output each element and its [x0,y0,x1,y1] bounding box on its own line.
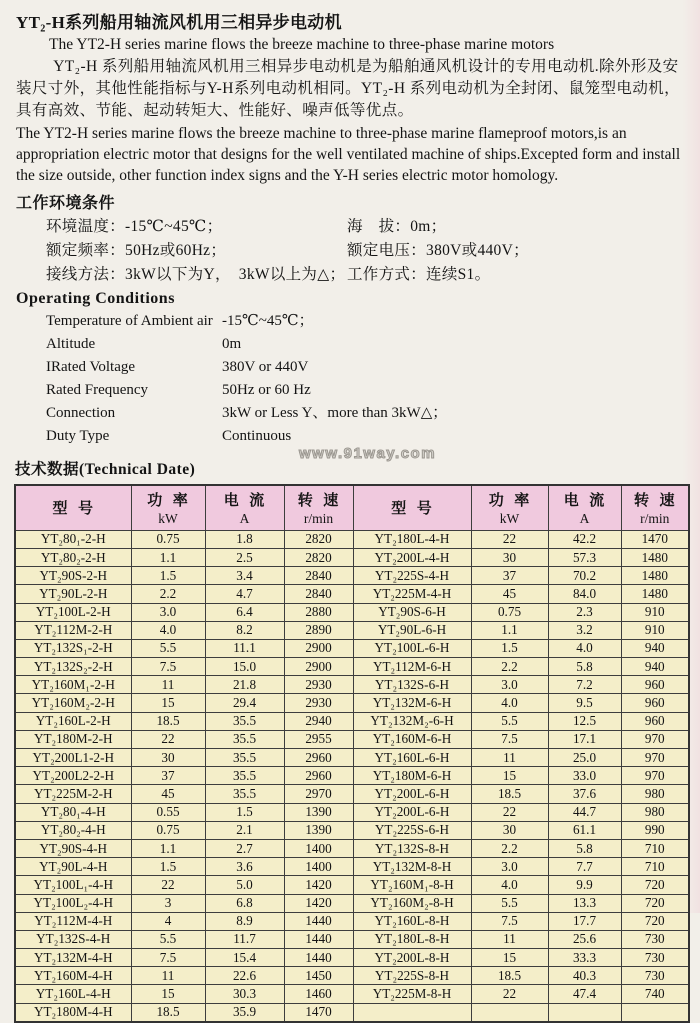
value-cell: 15 [471,767,548,785]
model-cell: YT₂200L-8-H [353,949,471,967]
operating-condition-value: 380V or 440V [222,358,309,375]
value-cell: 730 [621,967,689,985]
condition-value: 50Hz或60Hz； [125,241,227,259]
watermark: www.91way.com [299,445,437,462]
model-cell [353,1003,471,1022]
value-cell: 1.8 [205,530,284,548]
table-row [15,730,689,748]
value-cell: 11 [131,676,205,694]
table-row [15,694,689,712]
operating-condition-row [15,402,690,425]
value-cell: 2.3 [548,603,621,621]
value-cell: 35.5 [205,730,284,748]
value-cell: 35.5 [205,712,284,730]
value-cell: 1.1 [471,621,548,639]
value-cell: 40.3 [548,967,621,985]
value-cell: 1.5 [131,567,205,585]
table-row [15,749,689,767]
table-row [15,967,689,985]
model-cell: YT₂160L-4-H [15,985,131,1003]
table-row [15,839,689,857]
value-cell: 910 [621,603,689,621]
value-cell: 0.75 [131,821,205,839]
value-cell: 15 [131,985,205,1003]
model-cell: YT₂200L-6-H [353,785,471,803]
value-cell: 1480 [621,567,689,585]
value-cell: 18.5 [471,967,548,985]
model-cell: YT₂160M₁-8-H [353,876,471,894]
model-cell: YT₂180L-8-H [353,930,471,948]
model-cell: YT₂160L-6-H [353,749,471,767]
value-cell: 1.5 [131,858,205,876]
condition-value: -15℃~45℃； [125,217,223,235]
value-cell: 2970 [284,785,353,803]
value-cell: 5.8 [548,839,621,857]
value-cell: 11 [471,749,548,767]
table-row [15,603,689,621]
table-row [15,585,689,603]
value-cell: 84.0 [548,585,621,603]
value-cell: 30.3 [205,985,284,1003]
value-cell: 11 [471,930,548,948]
condition-row [15,239,690,263]
table-row [15,767,689,785]
value-cell: 720 [621,912,689,930]
col-header-power: 功 率 kW [471,485,548,531]
value-cell: 35.9 [205,1003,284,1022]
value-cell: 7.2 [548,676,621,694]
value-cell: 21.8 [205,676,284,694]
condition-label: 海 拔： [347,217,411,235]
value-cell: 70.2 [548,567,621,585]
col-header-current: 电 流 A [548,485,621,531]
table-row [15,985,689,1003]
value-cell: 1420 [284,876,353,894]
value-cell: 61.1 [548,821,621,839]
value-cell [621,1003,689,1022]
value-cell: 22 [131,730,205,748]
value-cell: 2960 [284,767,353,785]
value-cell: 1440 [284,912,353,930]
value-cell: 7.5 [471,730,548,748]
table-row [15,1003,689,1022]
value-cell [548,1003,621,1022]
value-cell: 1440 [284,949,353,967]
value-cell: 2900 [284,658,353,676]
value-cell: 960 [621,712,689,730]
value-cell: 9.9 [548,876,621,894]
table-row [15,548,689,566]
table-row [15,785,689,803]
value-cell: 15 [131,694,205,712]
value-cell: 970 [621,749,689,767]
value-cell: 5.5 [131,639,205,657]
value-cell: 2940 [284,712,353,730]
technical-data-heading: 技术数据(Technical Date) [15,460,196,478]
value-cell: 6.8 [205,894,284,912]
value-cell: 2890 [284,621,353,639]
model-cell: YT₂132M-4-H [15,949,131,967]
value-cell: 1390 [284,821,353,839]
model-cell: YT₂225M-2-H [15,785,131,803]
col-header-current: 电 流 A [205,485,284,531]
model-cell: YT₂180L-4-H [353,530,471,548]
model-cell: YT₂225S-8-H [353,967,471,985]
operating-condition-row [15,379,690,402]
page-title: YT₂-H系列船用轴流风机用三相异步电动机 [16,13,342,32]
value-cell: 730 [621,949,689,967]
value-cell: 4.0 [131,621,205,639]
model-cell: YT₂160M₁-2-H [15,676,131,694]
condition-label: 接线方法： [46,265,126,283]
value-cell: 15.0 [205,658,284,676]
col-header-model: 型 号 [15,485,131,531]
value-cell: 0.75 [131,530,205,548]
operating-condition-label: Connection [46,404,116,421]
model-cell: YT₂132S-8-H [353,839,471,857]
table-row [15,803,689,821]
model-cell: YT₂160M₂-8-H [353,894,471,912]
value-cell: 47.4 [548,985,621,1003]
value-cell: 2930 [284,676,353,694]
value-cell: 4 [131,912,205,930]
model-cell: YT₂200L-6-H [353,803,471,821]
model-cell: YT₂160L-8-H [353,912,471,930]
value-cell: 11 [131,967,205,985]
value-cell: 37 [131,767,205,785]
value-cell: 1400 [284,839,353,857]
value-cell: 5.5 [471,712,548,730]
operating-condition-value: 3kW or Less Y、more than 3kW△； [222,404,448,421]
model-cell: YT₂225M-4-H [353,585,471,603]
value-cell: 13.3 [548,894,621,912]
value-cell: 11.1 [205,639,284,657]
value-cell: 3.0 [471,676,548,694]
page-subtitle-en: The YT2-H series marine flows the breeze machine to three-phase marine motors [49,36,555,53]
col-header-model: 型 号 [353,485,471,531]
value-cell: 5.0 [205,876,284,894]
table-row [15,858,689,876]
model-cell: YT₂80₂-2-H [15,548,131,566]
model-cell: YT₂100L₁-4-H [15,876,131,894]
value-cell: 980 [621,803,689,821]
value-cell: 0.75 [471,603,548,621]
value-cell: 3.6 [205,858,284,876]
operating-condition-label: IRated Voltage [46,358,136,375]
value-cell: 2.1 [205,821,284,839]
value-cell: 1.1 [131,548,205,566]
value-cell: 2960 [284,749,353,767]
model-cell: YT₂225S-4-H [353,567,471,585]
value-cell: 7.5 [131,658,205,676]
value-cell: 2820 [284,548,353,566]
model-cell: YT₂90L-2-H [15,585,131,603]
model-cell: YT₂80₁-2-H [15,530,131,548]
model-cell: YT₂112M-6-H [353,658,471,676]
value-cell: 37.6 [548,785,621,803]
model-cell: YT₂200L1-2-H [15,749,131,767]
value-cell: 990 [621,821,689,839]
table-row [15,930,689,948]
value-cell: 2.5 [205,548,284,566]
value-cell: 9.5 [548,694,621,712]
value-cell: 6.4 [205,603,284,621]
value-cell: 970 [621,730,689,748]
value-cell: 17.7 [548,912,621,930]
operating-condition-row [15,310,690,333]
value-cell: 8.2 [205,621,284,639]
condition-value: 3kW以下为Y， 3kW以上为△； [125,265,346,283]
value-cell: 1450 [284,967,353,985]
model-cell: YT₂200L-4-H [353,548,471,566]
value-cell: 3.4 [205,567,284,585]
value-cell: 1400 [284,858,353,876]
model-cell: YT₂132M-8-H [353,858,471,876]
condition-label: 工作方式： [347,265,427,283]
value-cell: 1.1 [131,839,205,857]
value-cell: 2.2 [131,585,205,603]
model-cell: YT₂225M-8-H [353,985,471,1003]
table-row [15,621,689,639]
value-cell: 7.5 [471,912,548,930]
value-cell: 3.2 [548,621,621,639]
value-cell: 22 [471,530,548,548]
model-cell: YT₂160M-6-H [353,730,471,748]
value-cell: 5.5 [471,894,548,912]
model-cell: YT₂90S-6-H [353,603,471,621]
model-cell: YT₂160M-4-H [15,967,131,985]
value-cell: 44.7 [548,803,621,821]
value-cell: 1440 [284,930,353,948]
model-cell: YT₂200L2-2-H [15,767,131,785]
value-cell: 22 [471,803,548,821]
operating-condition-row [15,425,690,448]
table-row [15,876,689,894]
value-cell: 35.5 [205,749,284,767]
value-cell: 2840 [284,567,353,585]
model-cell: YT₂80₂-4-H [15,821,131,839]
value-cell: 2.7 [205,839,284,857]
value-cell: 1470 [621,530,689,548]
value-cell: 37 [471,567,548,585]
model-cell: YT₂132M-6-H [353,694,471,712]
value-cell: 2840 [284,585,353,603]
value-cell: 980 [621,785,689,803]
condition-label: 环境温度： [46,217,126,235]
value-cell: 30 [471,821,548,839]
value-cell: 3.0 [131,603,205,621]
operating-condition-value: -15℃~45℃； [222,312,314,329]
table-row [15,949,689,967]
value-cell: 22.6 [205,967,284,985]
value-cell: 2955 [284,730,353,748]
value-cell: 1470 [284,1003,353,1022]
value-cell: 35.5 [205,767,284,785]
model-cell: YT₂90L-4-H [15,858,131,876]
operating-condition-value: 50Hz or 60 Hz [222,381,311,398]
condition-label: 额定电压： [347,241,427,259]
operating-condition-label: Rated Frequency [46,381,149,398]
model-cell: YT₂180M-2-H [15,730,131,748]
value-cell: 710 [621,839,689,857]
value-cell: 710 [621,858,689,876]
value-cell: 1480 [621,585,689,603]
value-cell: 2.2 [471,839,548,857]
condition-row [15,263,690,287]
technical-data-table [14,484,690,1023]
value-cell: 5.8 [548,658,621,676]
value-cell: 5.5 [131,930,205,948]
value-cell: 2900 [284,639,353,657]
value-cell: 30 [131,749,205,767]
condition-value: 连续S1。 [426,265,491,283]
value-cell: 730 [621,930,689,948]
model-cell: YT₂100L₂-4-H [15,894,131,912]
value-cell: 2.2 [471,658,548,676]
model-cell: YT₂132M₂-6-H [353,712,471,730]
model-cell: YT₂100L-2-H [15,603,131,621]
value-cell: 25.0 [548,749,621,767]
value-cell: 2880 [284,603,353,621]
value-cell: 4.0 [548,639,621,657]
col-header-speed: 转 速 r/min [284,485,353,531]
value-cell: 22 [131,876,205,894]
table-row [15,530,689,548]
value-cell: 2820 [284,530,353,548]
value-cell: 12.5 [548,712,621,730]
model-cell: YT₂160L-2-H [15,712,131,730]
value-cell: 33.3 [548,949,621,967]
table-row [15,912,689,930]
condition-label: 额定频率： [46,241,126,259]
operating-conditions-heading: Operating Conditions [16,289,175,307]
value-cell: 3 [131,894,205,912]
table-header-row [15,485,689,531]
model-cell: YT₂80₁-4-H [15,803,131,821]
value-cell: 740 [621,985,689,1003]
model-cell: YT₂160M₂-2-H [15,694,131,712]
table-row [15,639,689,657]
model-cell: YT₂225S-6-H [353,821,471,839]
table-row [15,658,689,676]
operating-condition-label: Altitude [46,335,96,352]
model-cell: YT₂180M-6-H [353,767,471,785]
value-cell: 15.4 [205,949,284,967]
value-cell: 18.5 [131,1003,205,1022]
model-cell: YT₂132S-6-H [353,676,471,694]
table-row [15,894,689,912]
model-cell: YT₂112M-4-H [15,912,131,930]
model-cell: YT₂180M-4-H [15,1003,131,1022]
value-cell: 1480 [621,548,689,566]
table-row [15,676,689,694]
intro-paragraph-zh: YT₂-H 系列船用轴流风机用三相异步电动机是为船舶通风机设计的专用电动机.除外形及安装尺寸外，其他性能指标与Y-H系列电动机相同。YT₂-H 系列电动机为全封闭、鼠笼型电动机，具有高效、节能、起动转矩大、性能好、噪声低等优点。 [16,58,681,119]
operating-condition-label: Temperature of Ambient air [46,312,213,329]
condition-value: 0m； [410,217,447,235]
model-cell: YT₂132S₂-2-H [15,658,131,676]
col-header-speed: 转 速 r/min [621,485,689,531]
model-cell: YT₂132S-4-H [15,930,131,948]
value-cell: 3.0 [471,858,548,876]
working-conditions-heading: 工作环境条件 [16,194,116,212]
col-header-power: 功 率 kW [131,485,205,531]
value-cell: 1.5 [205,803,284,821]
value-cell: 940 [621,639,689,657]
intro-paragraph-en: The YT2-H series marine flows the breeze machine to three-phase marine flameproof motors,is an appropriation electric motor that designs for the well ventilated machine of ships.Excepted form and install the size outside, other function index signs and the Y-H series electric motor homology. [16,125,681,184]
value-cell: 57.3 [548,548,621,566]
value-cell: 42.2 [548,530,621,548]
value-cell: 7.5 [131,949,205,967]
model-cell: YT₂90S-4-H [15,839,131,857]
table-row [15,567,689,585]
model-cell: YT₂112M-2-H [15,621,131,639]
value-cell: 35.5 [205,785,284,803]
value-cell: 4.0 [471,876,548,894]
operating-condition-row [15,333,690,356]
value-cell: 8.9 [205,912,284,930]
value-cell: 970 [621,767,689,785]
value-cell: 17.1 [548,730,621,748]
value-cell: 30 [471,548,548,566]
value-cell: 1.5 [471,639,548,657]
value-cell: 2930 [284,694,353,712]
operating-condition-value: 0m [222,335,242,352]
model-cell: YT₂90L-6-H [353,621,471,639]
value-cell: 18.5 [471,785,548,803]
model-cell: YT₂90S-2-H [15,567,131,585]
value-cell: 4.0 [471,694,548,712]
value-cell: 720 [621,876,689,894]
technical-table-body [15,530,689,1022]
operating-condition-value: Continuous [222,427,292,444]
value-cell: 18.5 [131,712,205,730]
value-cell: 0.55 [131,803,205,821]
value-cell: 33.0 [548,767,621,785]
operating-condition-row [15,356,690,379]
value-cell: 1390 [284,803,353,821]
value-cell: 910 [621,621,689,639]
value-cell: 22 [471,985,548,1003]
value-cell: 15 [471,949,548,967]
value-cell: 25.6 [548,930,621,948]
value-cell: 45 [131,785,205,803]
value-cell: 11.7 [205,930,284,948]
value-cell: 1420 [284,894,353,912]
value-cell [471,1003,548,1022]
value-cell: 45 [471,585,548,603]
value-cell: 940 [621,658,689,676]
table-row [15,712,689,730]
model-cell: YT₂100L-6-H [353,639,471,657]
value-cell: 960 [621,676,689,694]
table-row [15,821,689,839]
value-cell: 7.7 [548,858,621,876]
operating-condition-label: Duty Type [46,427,110,444]
value-cell: 4.7 [205,585,284,603]
model-cell: YT₂132S₁-2-H [15,639,131,657]
value-cell: 720 [621,894,689,912]
value-cell: 29.4 [205,694,284,712]
condition-row [15,215,690,239]
condition-value: 380V或440V； [426,241,529,259]
value-cell: 960 [621,694,689,712]
value-cell: 1460 [284,985,353,1003]
